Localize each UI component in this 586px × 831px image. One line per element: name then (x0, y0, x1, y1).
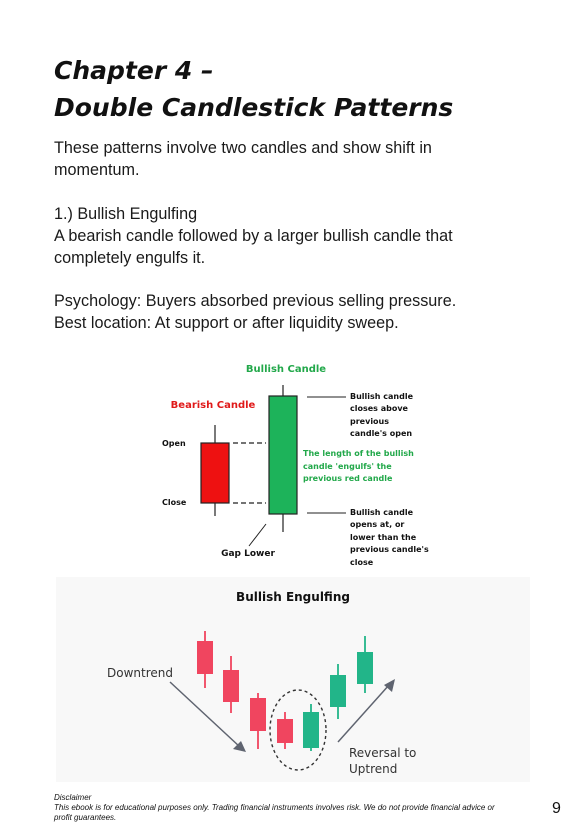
close-label: Close (162, 498, 187, 507)
bearish-candle-label: Bearish Candle (170, 400, 256, 411)
pattern-desc-line2: completely engulfs it. (54, 249, 206, 267)
downtrend-label: Downtrend (107, 666, 173, 680)
chapter-title-line1: Chapter 4 – (54, 56, 214, 85)
pattern-heading: 1.) Bullish Engulfing (54, 205, 198, 223)
disclaimer (54, 793, 534, 823)
bottom-note: Bullish candle opens at, or lower than the previous candle's close (350, 508, 429, 567)
disclaimer-title: Disclaimer (54, 793, 92, 802)
chapter-title-line2: Double Candlestick Patterns (54, 93, 454, 122)
disclaimer-line2: profit guarantees. (54, 813, 117, 822)
psychology-note: Psychology: Buyers absorbed previous selling pressure. (54, 292, 457, 310)
gap-lower-label: Gap Lower (221, 549, 275, 559)
location-note: Best location: At support or after liquidity sweep. (54, 314, 399, 332)
intro-line1: These patterns involve two candles and show shift in (54, 139, 432, 157)
middle-note: The length of the bullish candle 'engulfs' the previous red candle (303, 449, 414, 483)
open-label: Open (162, 439, 186, 448)
top-note: Bullish candle closes above previous candle's open (350, 392, 413, 438)
bearish-candle-body (201, 443, 229, 503)
intro-line2: momentum. (54, 161, 140, 179)
disclaimer-line1: This ebook is for educational purposes only. Trading financial instruments involves risk. We do not provide financial advice or (54, 803, 495, 812)
bullish-candle-body (269, 396, 297, 514)
bullish-candle-label: Bullish Candle (245, 364, 327, 375)
reversal-label: Reversal to Uptrend (349, 746, 417, 776)
page-number: 9 (552, 800, 561, 817)
engulfing-title: Bullish Engulfing (236, 590, 350, 604)
pattern-desc-line1: A bearish candle followed by a larger bullish candle that (54, 227, 453, 245)
